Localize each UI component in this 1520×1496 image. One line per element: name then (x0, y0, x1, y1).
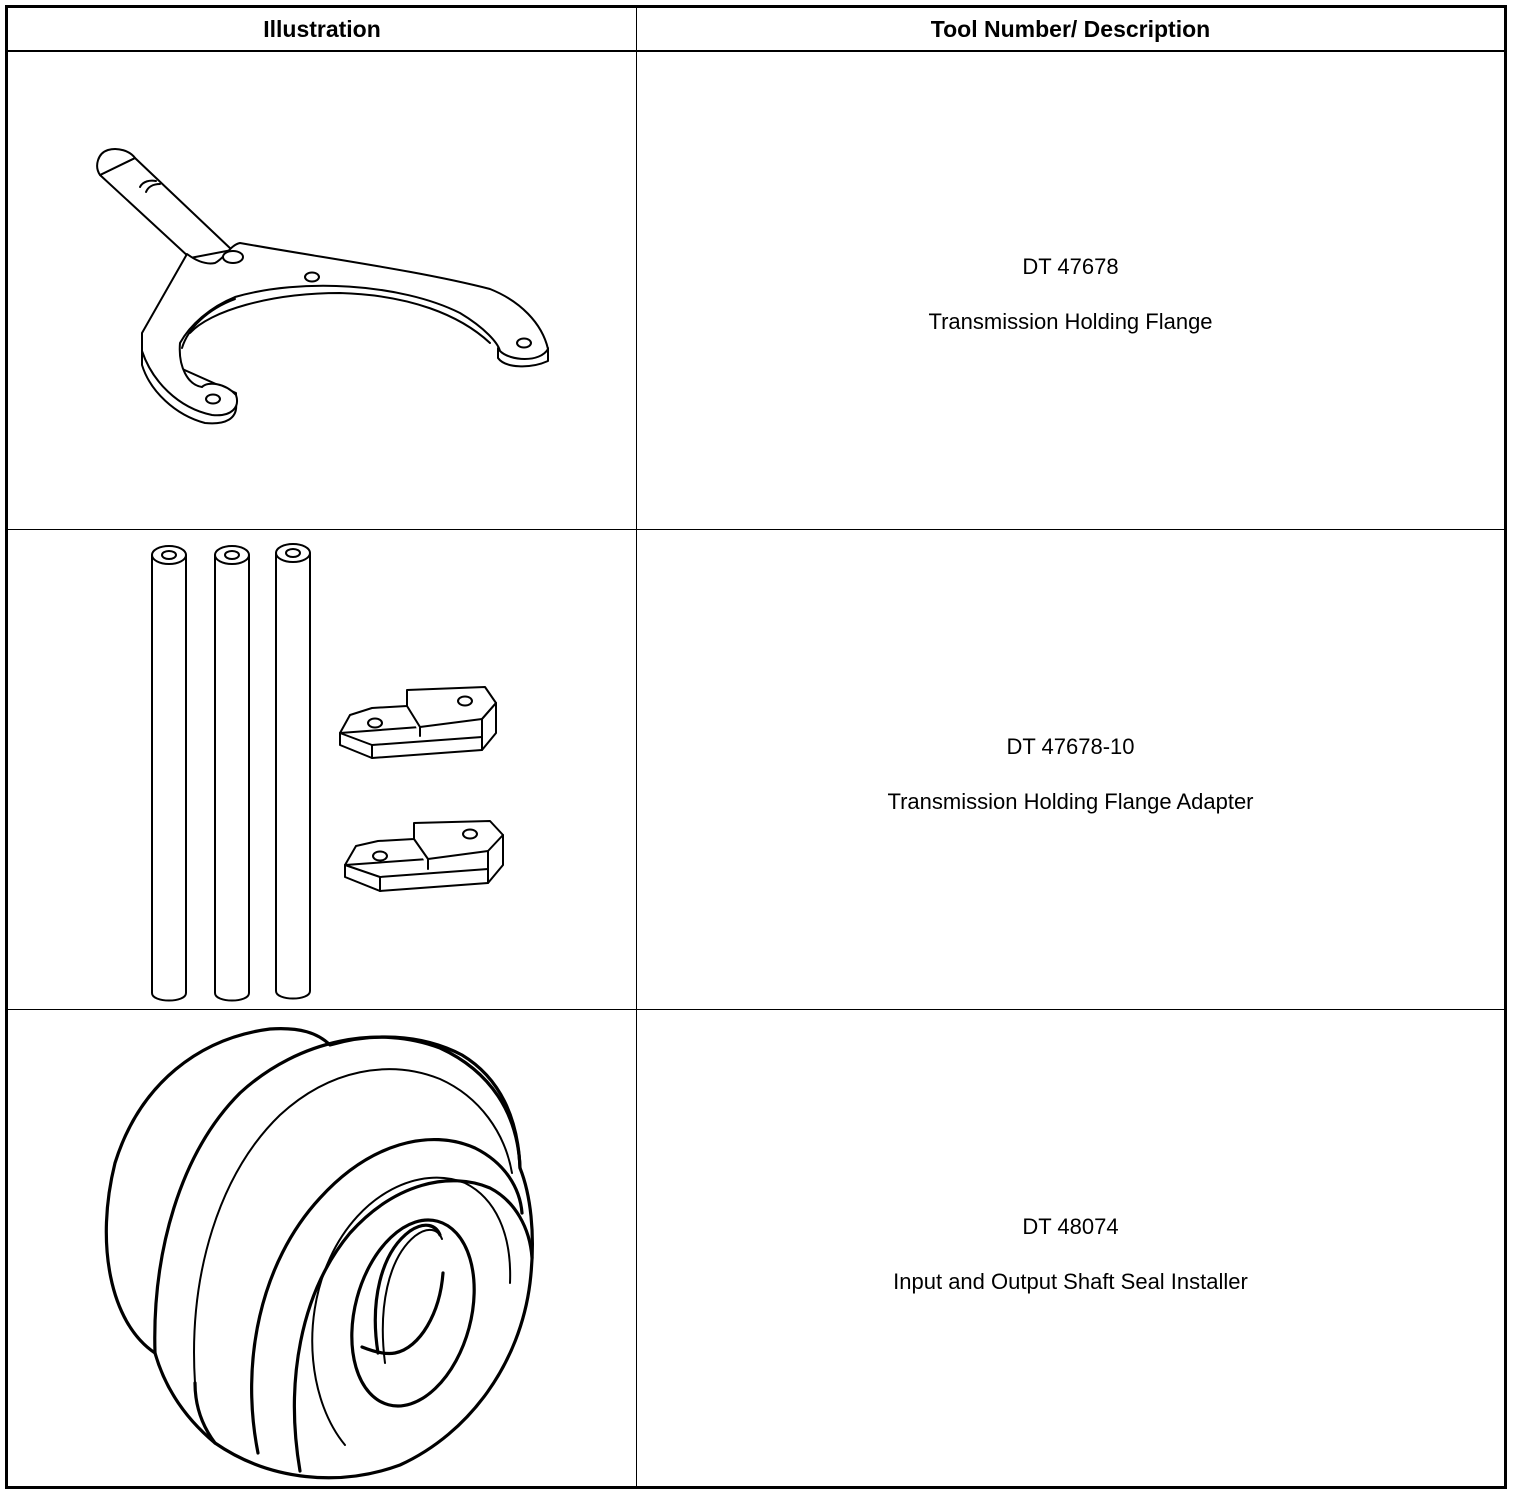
tool-number: DT 47678 (1022, 254, 1119, 279)
rod-icon (215, 546, 249, 1001)
tool-number: DT 47678-10 (1006, 734, 1135, 759)
adapter-plate-icon (345, 821, 503, 891)
table-row (637, 1010, 1504, 1486)
rod-icon (276, 544, 310, 999)
tool-description: Transmission Holding Flange Adapter (887, 789, 1254, 814)
header-tool-description: Tool Number/ Description (930, 16, 1211, 42)
tool-description: Input and Output Shaft Seal Installer (893, 1269, 1248, 1294)
seal-installer-icon (8, 1010, 636, 1486)
table-row (637, 52, 1504, 529)
tool-table (5, 5, 1507, 1489)
rod-icon (152, 546, 186, 1001)
header-illustration: Illustration (263, 16, 381, 42)
table-row-illustration (8, 52, 636, 529)
adapter-plate-icon (340, 687, 496, 758)
tool-description: Transmission Holding Flange (928, 309, 1213, 334)
table-row (637, 530, 1504, 1009)
flange-adapter-kit-icon (8, 530, 636, 1009)
table-row-illustration (8, 1010, 636, 1486)
tool-number: DT 48074 (1022, 1214, 1119, 1239)
holding-flange-icon (8, 52, 636, 529)
table-row-illustration (8, 530, 636, 1009)
